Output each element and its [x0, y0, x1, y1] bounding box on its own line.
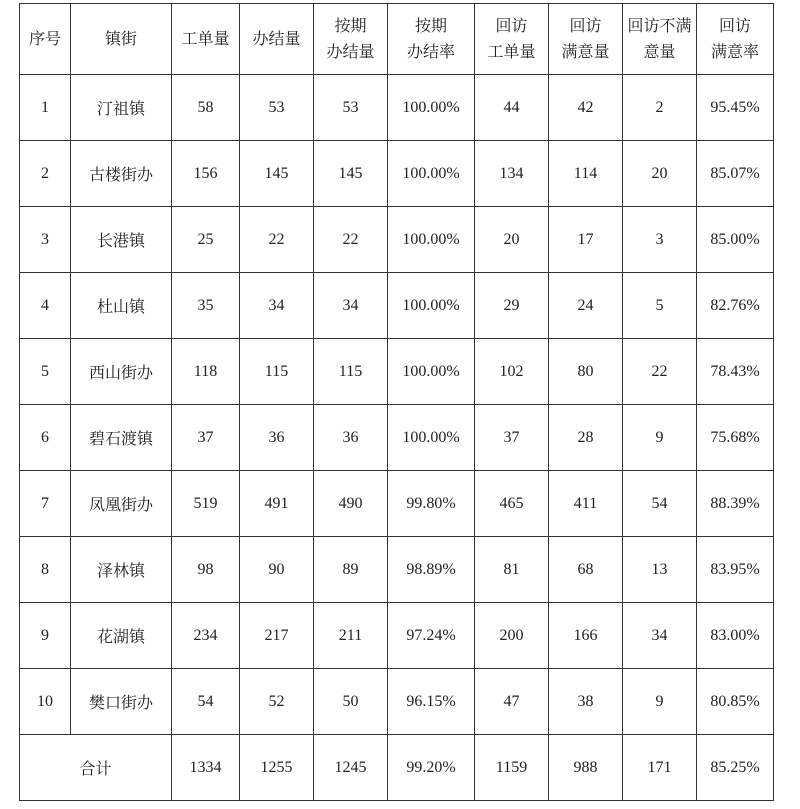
column-header-line: 意量	[643, 42, 676, 61]
table-row	[20, 141, 774, 207]
table-cell: 25	[172, 207, 240, 273]
table-cell: 9	[623, 405, 697, 471]
table-cell: 411	[549, 471, 623, 537]
table-cell: 83.95%	[697, 537, 774, 603]
table-cell: 42	[549, 75, 623, 141]
table-cell: 44	[475, 75, 549, 141]
total-value-cell: 99.20%	[388, 735, 475, 801]
column-header	[549, 4, 623, 75]
total-value-cell: 988	[549, 735, 623, 801]
table-cell: 34	[623, 603, 697, 669]
town-name-cell: 汀祖镇	[71, 75, 172, 141]
table-cell: 90	[240, 537, 314, 603]
table-cell: 156	[172, 141, 240, 207]
column-header-line: 工单量	[181, 29, 230, 48]
row-index-cell: 7	[20, 471, 71, 537]
table-cell: 58	[172, 75, 240, 141]
table-body	[20, 75, 774, 735]
table-cell: 97.24%	[388, 603, 475, 669]
row-index-cell: 3	[20, 207, 71, 273]
table-cell: 22	[240, 207, 314, 273]
table-cell: 34	[314, 273, 388, 339]
column-header-line: 满意量	[561, 42, 610, 61]
table-row	[20, 273, 774, 339]
table-cell: 82.76%	[697, 273, 774, 339]
table-cell: 134	[475, 141, 549, 207]
column-header	[623, 4, 697, 75]
table-cell: 53	[240, 75, 314, 141]
table-cell: 115	[240, 339, 314, 405]
column-header-line: 满意率	[710, 42, 759, 61]
column-header	[314, 4, 388, 75]
table-cell: 52	[240, 669, 314, 735]
table-cell: 465	[475, 471, 549, 537]
table-cell: 85.00%	[697, 207, 774, 273]
table-cell: 80.85%	[697, 669, 774, 735]
table-cell: 211	[314, 603, 388, 669]
statistics-sheet	[19, 3, 774, 801]
table-cell: 200	[475, 603, 549, 669]
table-row	[20, 75, 774, 141]
row-index-cell: 6	[20, 405, 71, 471]
table-cell: 491	[240, 471, 314, 537]
total-value-cell: 171	[623, 735, 697, 801]
column-header-line: 回访	[569, 16, 602, 35]
column-header-line: 办结量	[326, 42, 375, 61]
table-cell: 100.00%	[388, 75, 475, 141]
table-cell: 88.39%	[697, 471, 774, 537]
town-name-cell: 花湖镇	[71, 603, 172, 669]
table-cell: 78.43%	[697, 339, 774, 405]
table-cell: 28	[549, 405, 623, 471]
table-cell: 98	[172, 537, 240, 603]
column-header-line: 镇街	[104, 29, 137, 48]
table-cell: 17	[549, 207, 623, 273]
row-index-cell: 8	[20, 537, 71, 603]
column-header-line: 回访不满	[627, 16, 692, 35]
town-name-cell: 樊口街办	[71, 669, 172, 735]
table-cell: 102	[475, 339, 549, 405]
row-index-cell: 2	[20, 141, 71, 207]
column-header-line: 工单量	[487, 42, 536, 61]
table-cell: 80	[549, 339, 623, 405]
table-cell: 99.80%	[388, 471, 475, 537]
town-name-cell: 碧石渡镇	[71, 405, 172, 471]
table-row	[20, 471, 774, 537]
total-value-cell: 1245	[314, 735, 388, 801]
total-value-cell: 1334	[172, 735, 240, 801]
table-cell: 145	[314, 141, 388, 207]
table-cell: 9	[623, 669, 697, 735]
table-cell: 20	[475, 207, 549, 273]
table-cell: 54	[623, 471, 697, 537]
column-header-line: 回访	[718, 16, 751, 35]
column-header-line: 序号	[28, 29, 61, 48]
town-name-cell: 古楼街办	[71, 141, 172, 207]
row-index-cell: 1	[20, 75, 71, 141]
column-header	[172, 4, 240, 75]
row-index-cell: 9	[20, 603, 71, 669]
table-header	[20, 4, 774, 75]
table-cell: 50	[314, 669, 388, 735]
table-cell: 38	[549, 669, 623, 735]
table-cell: 29	[475, 273, 549, 339]
table-cell: 98.89%	[388, 537, 475, 603]
table-cell: 34	[240, 273, 314, 339]
column-header	[71, 4, 172, 75]
table-cell: 100.00%	[388, 141, 475, 207]
town-name-cell: 凤凰街办	[71, 471, 172, 537]
table-row	[20, 405, 774, 471]
table-cell: 217	[240, 603, 314, 669]
table-cell: 166	[549, 603, 623, 669]
total-value-cell: 85.25%	[697, 735, 774, 801]
table-cell: 68	[549, 537, 623, 603]
table-cell: 24	[549, 273, 623, 339]
table-footer	[20, 735, 774, 801]
table-row	[20, 669, 774, 735]
table-cell: 100.00%	[388, 273, 475, 339]
table-row	[20, 339, 774, 405]
table-cell: 5	[623, 273, 697, 339]
table-cell: 100.00%	[388, 339, 475, 405]
table-cell: 114	[549, 141, 623, 207]
table-cell: 22	[623, 339, 697, 405]
table-row	[20, 537, 774, 603]
table-cell: 35	[172, 273, 240, 339]
table-cell: 83.00%	[697, 603, 774, 669]
table-cell: 95.45%	[697, 75, 774, 141]
table-cell: 54	[172, 669, 240, 735]
table-cell: 145	[240, 141, 314, 207]
row-index-cell: 5	[20, 339, 71, 405]
table-cell: 53	[314, 75, 388, 141]
town-name-cell: 杜山镇	[71, 273, 172, 339]
column-header	[697, 4, 774, 75]
table-cell: 75.68%	[697, 405, 774, 471]
column-header-line: 办结量	[252, 29, 301, 48]
table-cell: 118	[172, 339, 240, 405]
table-cell: 37	[172, 405, 240, 471]
table-row	[20, 603, 774, 669]
table-cell: 2	[623, 75, 697, 141]
total-value-cell: 1159	[475, 735, 549, 801]
table-row	[20, 207, 774, 273]
column-header-line: 办结率	[406, 42, 455, 61]
column-header	[20, 4, 71, 75]
town-name-cell: 泽林镇	[71, 537, 172, 603]
row-index-cell: 4	[20, 273, 71, 339]
column-header	[475, 4, 549, 75]
town-name-cell: 西山街办	[71, 339, 172, 405]
column-header-line: 按期	[334, 16, 367, 35]
table-cell: 100.00%	[388, 405, 475, 471]
table-cell: 37	[475, 405, 549, 471]
column-header	[388, 4, 475, 75]
table-cell: 81	[475, 537, 549, 603]
town-name-cell: 长港镇	[71, 207, 172, 273]
table-cell: 13	[623, 537, 697, 603]
table-cell: 20	[623, 141, 697, 207]
total-row	[20, 735, 774, 801]
work-order-statistics-table	[19, 3, 774, 801]
table-cell: 100.00%	[388, 207, 475, 273]
table-cell: 47	[475, 669, 549, 735]
total-label-cell: 合计	[20, 735, 172, 801]
column-header	[240, 4, 314, 75]
table-cell: 36	[240, 405, 314, 471]
table-cell: 22	[314, 207, 388, 273]
table-cell: 3	[623, 207, 697, 273]
table-cell: 85.07%	[697, 141, 774, 207]
table-cell: 89	[314, 537, 388, 603]
column-header-line: 按期	[414, 16, 447, 35]
table-cell: 234	[172, 603, 240, 669]
row-index-cell: 10	[20, 669, 71, 735]
table-cell: 115	[314, 339, 388, 405]
table-cell: 519	[172, 471, 240, 537]
table-cell: 490	[314, 471, 388, 537]
column-header-line: 回访	[495, 16, 528, 35]
table-cell: 36	[314, 405, 388, 471]
table-cell: 96.15%	[388, 669, 475, 735]
header-row	[20, 4, 774, 75]
total-value-cell: 1255	[240, 735, 314, 801]
